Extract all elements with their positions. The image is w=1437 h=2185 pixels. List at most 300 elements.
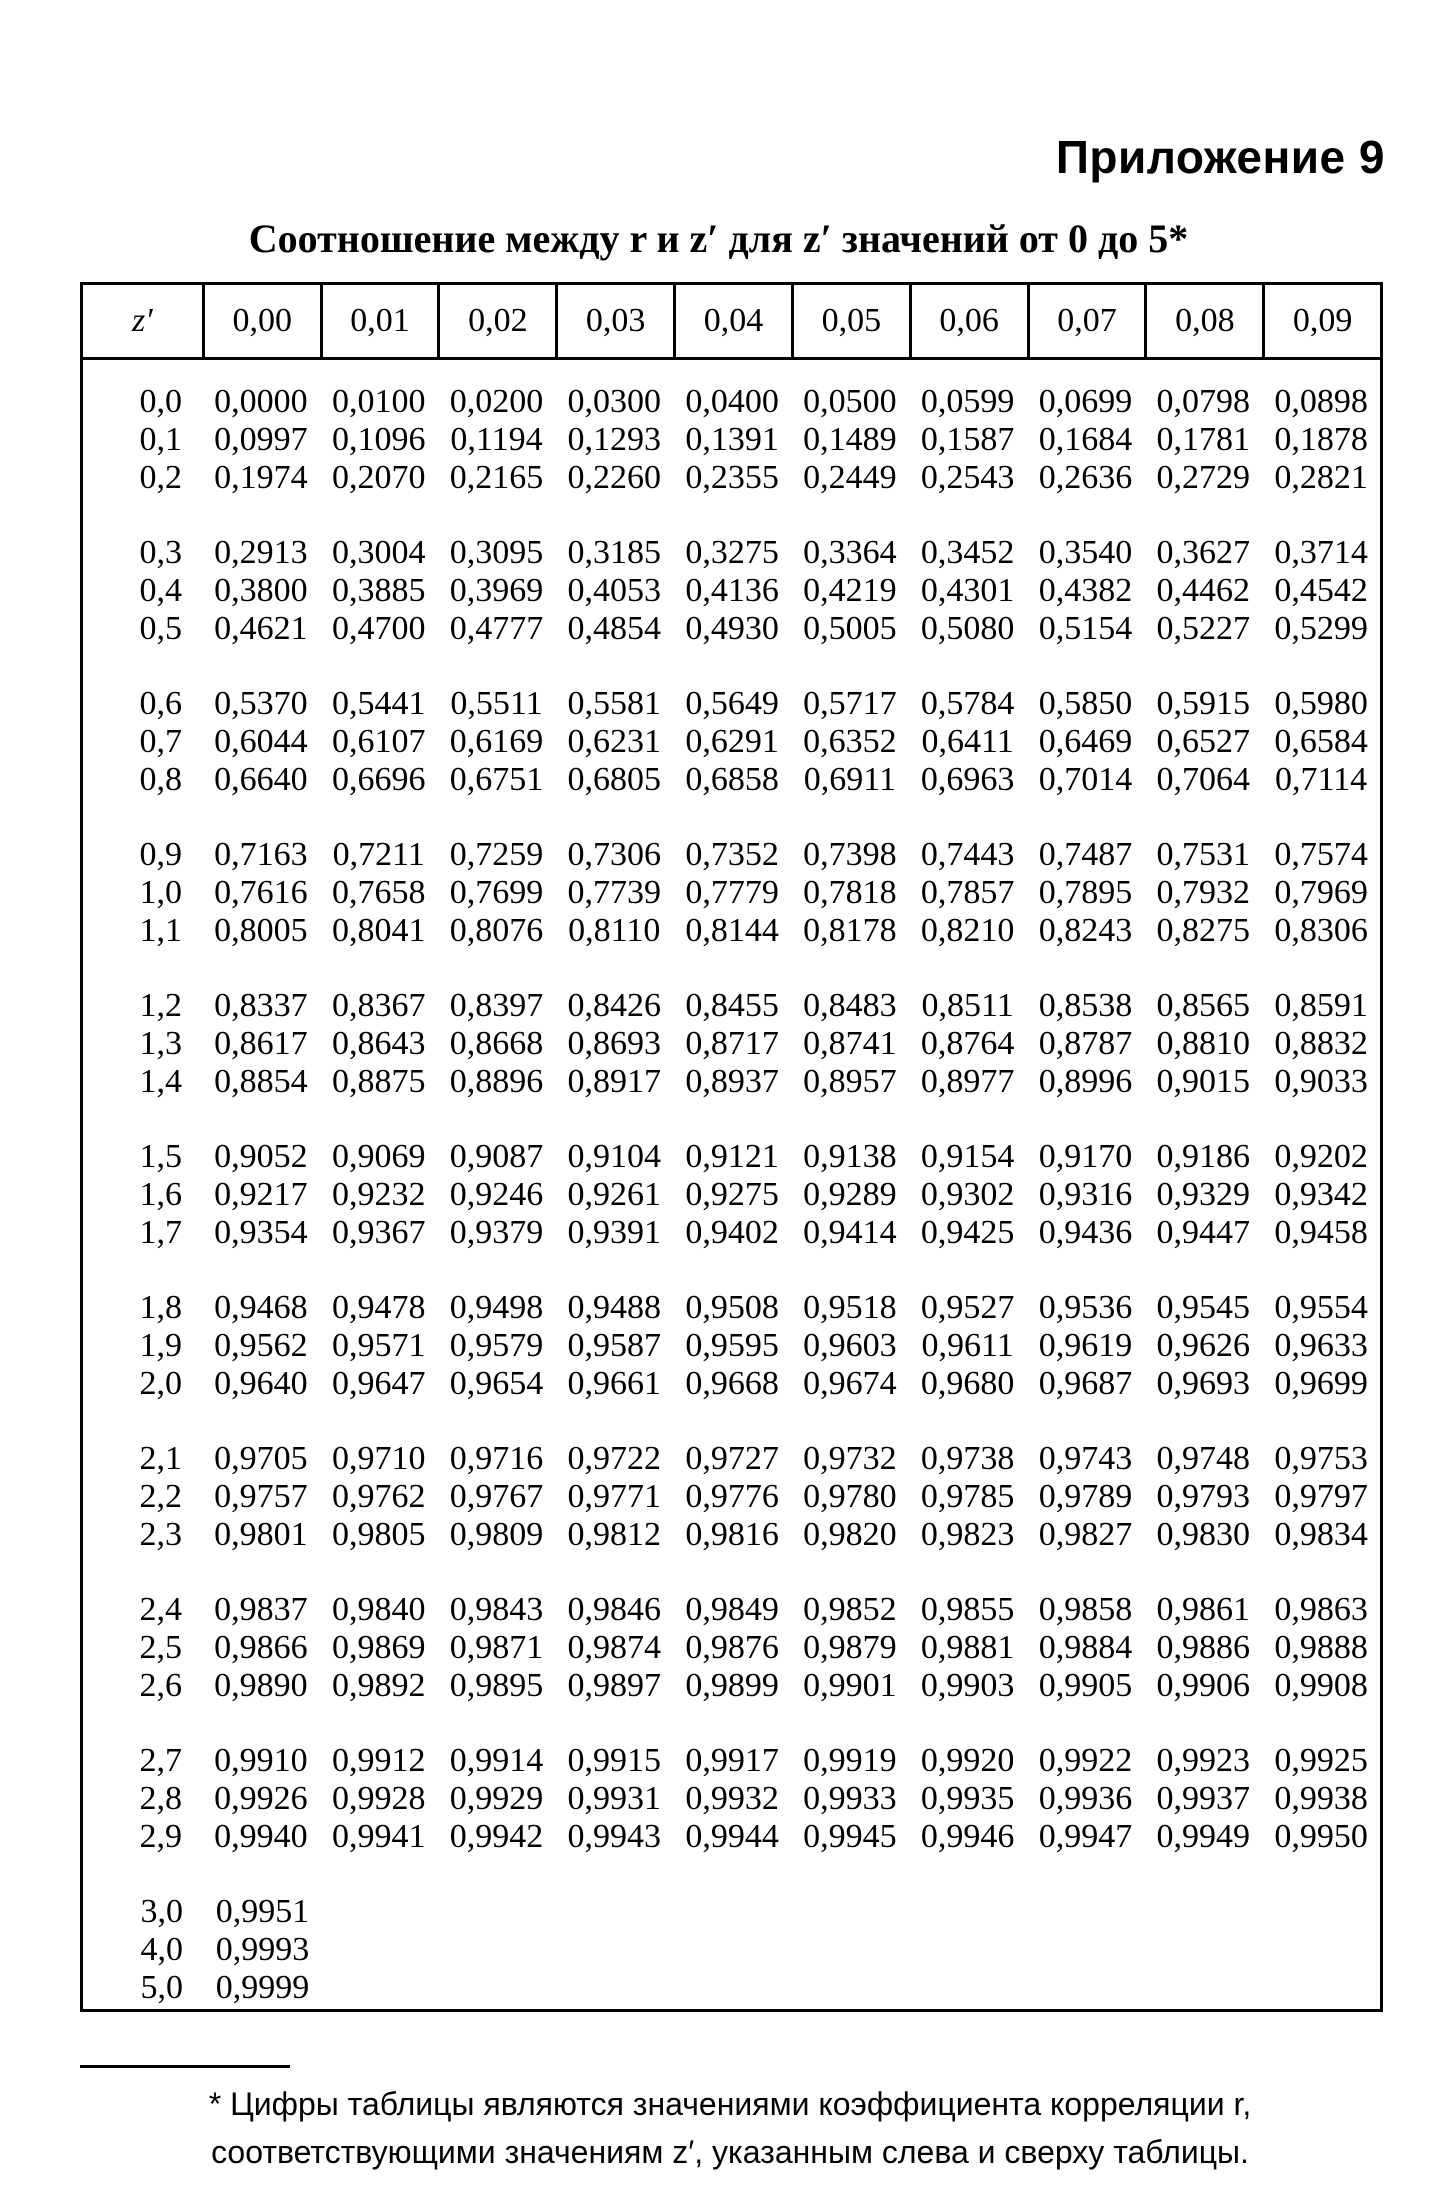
table-row xyxy=(83,1025,1380,1063)
table-cell: 0,0599 xyxy=(920,383,1015,420)
table-cell: 0,3004 xyxy=(331,534,426,571)
row-header-z: 3,0 xyxy=(140,1893,183,1930)
table-cell: 0,7531 xyxy=(1156,836,1251,873)
table-cell: 0,8957 xyxy=(803,1063,897,1100)
table-row xyxy=(83,1063,1380,1101)
table-cell: 0,8787 xyxy=(1038,1025,1133,1062)
table-cell: 0,6411 xyxy=(921,723,1014,760)
table-cell: 0,9861 xyxy=(1156,1591,1251,1628)
table-cell: 0,9944 xyxy=(685,1818,779,1855)
table-cell: 0,9897 xyxy=(567,1667,662,1704)
table-cell: 0,9527 xyxy=(920,1289,1015,1326)
table-cell: 0,3364 xyxy=(803,534,897,571)
table-cell: 0,9654 xyxy=(449,1365,544,1402)
table-cell: 0,8110 xyxy=(568,912,661,949)
row-group xyxy=(83,383,1380,497)
table-cell: 0,9908 xyxy=(1274,1667,1368,1704)
table-cell: 0,8076 xyxy=(449,912,544,949)
table-row xyxy=(83,1478,1380,1516)
table-cell: 0,0100 xyxy=(331,383,426,420)
table-cell: 0,4219 xyxy=(803,572,897,609)
row-group xyxy=(83,534,1380,648)
table-cell: 0,4777 xyxy=(449,610,544,647)
table-cell: 0,1096 xyxy=(331,421,426,458)
table-cell: 0,9919 xyxy=(803,1742,897,1779)
table-cell: 0,8693 xyxy=(567,1025,662,1062)
table-cell: 0,9823 xyxy=(920,1516,1015,1553)
table-cell: 0,9508 xyxy=(685,1289,779,1326)
table-cell: 0,9302 xyxy=(920,1176,1015,1213)
table-cell: 0,9931 xyxy=(567,1780,662,1817)
table-cell: 0,9789 xyxy=(1038,1478,1133,1515)
table-cell: 0,0798 xyxy=(1156,383,1251,420)
table-cell: 0,6044 xyxy=(214,723,308,760)
row-group xyxy=(83,685,1380,799)
table-row xyxy=(83,1516,1380,1554)
table-cell: 0,9886 xyxy=(1156,1629,1251,1666)
table-row xyxy=(83,1667,1380,1705)
table-cell: 0,3885 xyxy=(331,572,426,609)
table-cell: 0,7739 xyxy=(567,874,662,911)
table-cell: 0,7487 xyxy=(1038,836,1133,873)
table-cell: 0,9536 xyxy=(1038,1289,1133,1326)
table-cell: 0,8977 xyxy=(920,1063,1015,1100)
table-cell: 0,9687 xyxy=(1038,1365,1133,1402)
table-cell: 0,7616 xyxy=(214,874,308,911)
row-header-z: 2,6 xyxy=(139,1667,182,1704)
table-cell: 0,9797 xyxy=(1274,1478,1368,1515)
row-header-z: 0,9 xyxy=(139,836,182,873)
table-cell: 0,8565 xyxy=(1156,987,1251,1024)
table-cell: 0,9855 xyxy=(920,1591,1015,1628)
table-cell: 0,6963 xyxy=(920,761,1015,798)
table-cell: 0,4301 xyxy=(920,572,1015,609)
table-cell: 0,1781 xyxy=(1156,421,1251,458)
table-cell: 0,5441 xyxy=(331,685,426,722)
table-cell: 0,0699 xyxy=(1038,383,1133,420)
table-cell: 0,9936 xyxy=(1038,1780,1133,1817)
table-cell: 0,9905 xyxy=(1038,1667,1133,1704)
table-cell: 0,9933 xyxy=(803,1780,897,1817)
table-cell: 0,9170 xyxy=(1038,1138,1133,1175)
table-cell: 0,9949 xyxy=(1156,1818,1251,1855)
row-header-z: 2,0 xyxy=(139,1365,182,1402)
table-cell: 0,9937 xyxy=(1156,1780,1251,1817)
table-cell: 0,9727 xyxy=(685,1440,779,1477)
table-cell: 0,9852 xyxy=(803,1591,897,1628)
table-cell: 0,9938 xyxy=(1274,1780,1368,1817)
row-header-z: 1,7 xyxy=(139,1214,182,1251)
table-cell: 0,5005 xyxy=(803,610,897,647)
table-cell: 0,9699 xyxy=(1274,1365,1368,1402)
table-cell: 0,9738 xyxy=(920,1440,1015,1477)
table-cell: 0,9447 xyxy=(1156,1214,1251,1251)
table-cell: 0,8511 xyxy=(921,987,1014,1024)
table-cell: 0,7443 xyxy=(920,836,1015,873)
table-cell: 0,8832 xyxy=(1274,1025,1368,1062)
row-header-z: 2,9 xyxy=(139,1818,182,1855)
table-cell: 0,9138 xyxy=(803,1138,897,1175)
table-cell: 0,9562 xyxy=(214,1327,308,1364)
table-cell: 0,9940 xyxy=(214,1818,308,1855)
table-cell: 0,9879 xyxy=(803,1629,897,1666)
column-header: 0,07 xyxy=(1027,285,1145,357)
table-cell: 0,6107 xyxy=(331,723,426,760)
table-cell: 0,0400 xyxy=(685,383,779,420)
table-cell: 0,9217 xyxy=(214,1176,308,1213)
table-row xyxy=(83,1176,1380,1214)
row-group xyxy=(83,1742,1380,1856)
table-cell: 0,6469 xyxy=(1038,723,1133,760)
column-header: 0,05 xyxy=(791,285,909,357)
appendix-label: Приложение 9 xyxy=(1055,131,1385,183)
table-cell: 0,3452 xyxy=(920,534,1015,571)
table-cell: 0,9935 xyxy=(920,1780,1015,1817)
table-cell: 0,9732 xyxy=(803,1440,897,1477)
table-row xyxy=(83,1780,1380,1818)
row-header-z: 1,6 xyxy=(139,1176,182,1213)
table-cell: 0,8426 xyxy=(567,987,662,1024)
table-row xyxy=(83,1365,1380,1403)
table-cell: 0,2913 xyxy=(214,534,308,571)
table-cell: 0,9587 xyxy=(567,1327,662,1364)
table-cell: 0,4700 xyxy=(331,610,426,647)
table-cell: 0,1587 xyxy=(920,421,1015,458)
table-cell: 0,9757 xyxy=(214,1478,308,1515)
column-header: 0,04 xyxy=(673,285,791,357)
table-cell: 0,9033 xyxy=(1274,1063,1368,1100)
table-cell: 0,6751 xyxy=(449,761,544,798)
table-cell: 0,9890 xyxy=(214,1667,308,1704)
table-cell: 0,9926 xyxy=(214,1780,308,1817)
table-cell: 0,9619 xyxy=(1038,1327,1133,1364)
table-cell: 0,9626 xyxy=(1156,1327,1251,1364)
table-cell: 0,9186 xyxy=(1156,1138,1251,1175)
table-cell: 0,9892 xyxy=(331,1667,426,1704)
table-row xyxy=(83,1931,1380,1969)
table-cell: 0,9261 xyxy=(567,1176,662,1213)
table-cell: 0,9414 xyxy=(803,1214,897,1251)
row-header-z: 0,1 xyxy=(139,421,182,458)
table-cell: 0,9716 xyxy=(449,1440,544,1477)
table-cell: 0,9329 xyxy=(1156,1176,1251,1213)
table-cell: 0,2729 xyxy=(1156,459,1251,496)
table-row xyxy=(83,1214,1380,1252)
table-cell: 0,9946 xyxy=(920,1818,1015,1855)
table-cell: 0,5299 xyxy=(1274,610,1368,647)
table-body xyxy=(83,383,1380,2044)
table-cell: 0,3800 xyxy=(214,572,308,609)
table-cell: 0,8243 xyxy=(1038,912,1133,949)
table-cell: 0,9950 xyxy=(1274,1818,1368,1855)
table-cell: 0,8144 xyxy=(685,912,779,949)
row-header-z: 2,4 xyxy=(139,1591,182,1628)
table-cell: 0,2636 xyxy=(1038,459,1133,496)
table-cell: 0,7398 xyxy=(803,836,897,873)
footnote-line-2: соответствующими значениям z′, указанным слева и сверху таблицы. xyxy=(211,2134,1249,2170)
table-cell: 0,9762 xyxy=(331,1478,426,1515)
table-row xyxy=(83,1742,1380,1780)
table-cell: 0,6291 xyxy=(685,723,779,760)
table-cell: 0,9545 xyxy=(1156,1289,1251,1326)
table-row xyxy=(83,836,1380,874)
column-header: 0,03 xyxy=(555,285,673,357)
table-cell: 0,9932 xyxy=(685,1780,779,1817)
row-group xyxy=(83,1893,1380,2007)
table-cell: 0,9917 xyxy=(685,1742,779,1779)
table-cell: 0,9846 xyxy=(567,1591,662,1628)
table-cell: 0,9647 xyxy=(331,1365,426,1402)
footnote xyxy=(80,2080,1380,2176)
table-cell: 0,8367 xyxy=(331,987,426,1024)
table-cell: 0,9785 xyxy=(920,1478,1015,1515)
table-cell: 0,6584 xyxy=(1274,723,1368,760)
table-cell: 0,8643 xyxy=(331,1025,426,1062)
table-cell: 0,1489 xyxy=(803,421,897,458)
table-cell: 0,7352 xyxy=(685,836,779,873)
table-cell: 0,8005 xyxy=(214,912,308,949)
table-row xyxy=(83,1289,1380,1327)
table-cell: 0,9858 xyxy=(1038,1591,1133,1628)
row-header-z: 1,4 xyxy=(139,1063,182,1100)
table-cell: 0,9816 xyxy=(685,1516,779,1553)
table-cell: 0,9820 xyxy=(803,1516,897,1553)
table-cell: 0,4382 xyxy=(1038,572,1133,609)
corner-header: z′ xyxy=(132,302,153,339)
table-cell: 0,5511 xyxy=(450,685,543,722)
table-cell: 0,9928 xyxy=(331,1780,426,1817)
table-cell: 0,9993 xyxy=(215,1931,310,1968)
table-cell: 0,9999 xyxy=(215,1969,310,2006)
table-row xyxy=(83,383,1380,421)
table-cell: 0,4621 xyxy=(214,610,308,647)
table-row xyxy=(83,1591,1380,1629)
table-cell: 0,9915 xyxy=(567,1742,662,1779)
table-cell: 0,9554 xyxy=(1274,1289,1368,1326)
table-cell: 0,7064 xyxy=(1156,761,1251,798)
table-cell: 0,8210 xyxy=(920,912,1015,949)
table-cell: 0,8875 xyxy=(331,1063,426,1100)
row-header-z: 2,1 xyxy=(139,1440,182,1477)
table-cell: 0,5080 xyxy=(920,610,1015,647)
table-cell: 0,1974 xyxy=(214,459,308,496)
table-cell: 0,9518 xyxy=(803,1289,897,1326)
table-cell: 0,8896 xyxy=(449,1063,544,1100)
table-cell: 0,9571 xyxy=(331,1327,426,1364)
table-cell: 0,1878 xyxy=(1274,421,1368,458)
table-cell: 0,8455 xyxy=(685,987,779,1024)
table-cell: 0,6911 xyxy=(803,761,896,798)
table-cell: 0,9640 xyxy=(214,1365,308,1402)
table-cell: 0,9941 xyxy=(331,1818,426,1855)
table-cell: 0,8275 xyxy=(1156,912,1251,949)
row-header-z: 0,5 xyxy=(139,610,182,647)
table-cell: 0,1684 xyxy=(1038,421,1133,458)
table-cell: 0,9633 xyxy=(1274,1327,1368,1364)
table-cell: 0,9943 xyxy=(567,1818,662,1855)
table-cell: 0,7574 xyxy=(1274,836,1368,873)
table-cell: 0,8717 xyxy=(685,1025,779,1062)
table-cell: 0,9881 xyxy=(920,1629,1015,1666)
table-cell: 0,7306 xyxy=(567,836,662,873)
table-cell: 0,9710 xyxy=(331,1440,426,1477)
table-cell: 0,9903 xyxy=(920,1667,1015,1704)
table-cell: 0,9869 xyxy=(331,1629,426,1666)
table-cell: 0,5980 xyxy=(1274,685,1368,722)
table-row xyxy=(83,459,1380,497)
table-cell: 0,1194 xyxy=(450,421,543,458)
table-row xyxy=(83,1440,1380,1478)
table-cell: 0,5915 xyxy=(1156,685,1251,722)
column-header: 0,06 xyxy=(909,285,1027,357)
table-cell: 0,9354 xyxy=(214,1214,308,1251)
table-cell: 0,5227 xyxy=(1156,610,1251,647)
table-cell: 0,0898 xyxy=(1274,383,1368,420)
table-cell: 0,9668 xyxy=(685,1365,779,1402)
row-header-z: 0,7 xyxy=(139,723,182,760)
table-row xyxy=(83,572,1380,610)
table-row xyxy=(83,874,1380,912)
table-cell: 0,3627 xyxy=(1156,534,1251,571)
table-cell: 0,3095 xyxy=(449,534,544,571)
table-cell: 0,6169 xyxy=(449,723,544,760)
table-cell: 0,9888 xyxy=(1274,1629,1368,1666)
table-cell: 0,8917 xyxy=(567,1063,662,1100)
table-cell: 0,9052 xyxy=(214,1138,308,1175)
row-group xyxy=(83,987,1380,1101)
table-cell: 0,4462 xyxy=(1156,572,1251,609)
row-header-z: 2,3 xyxy=(139,1516,182,1553)
table-cell: 0,8617 xyxy=(214,1025,308,1062)
table-cell: 0,2165 xyxy=(449,459,544,496)
table-cell: 0,3540 xyxy=(1038,534,1133,571)
table-row xyxy=(83,421,1380,459)
table-cell: 0,7259 xyxy=(449,836,544,873)
table-cell: 0,9849 xyxy=(685,1591,779,1628)
table-cell: 0,4930 xyxy=(685,610,779,647)
table-cell: 0,9458 xyxy=(1274,1214,1368,1251)
table-cell: 0,9674 xyxy=(803,1365,897,1402)
table-cell: 0,6696 xyxy=(331,761,426,798)
table-cell: 0,9603 xyxy=(803,1327,897,1364)
table-cell: 0,9425 xyxy=(920,1214,1015,1251)
table-cell: 0,9498 xyxy=(449,1289,544,1326)
table-cell: 0,0200 xyxy=(449,383,544,420)
table-cell: 0,8591 xyxy=(1274,987,1368,1024)
table-cell: 0,8668 xyxy=(449,1025,544,1062)
column-header: 0,01 xyxy=(320,285,438,357)
table-cell: 0,9876 xyxy=(685,1629,779,1666)
table-cell: 0,9722 xyxy=(567,1440,662,1477)
table-cell: 0,9488 xyxy=(567,1289,662,1326)
table-cell: 0,9945 xyxy=(803,1818,897,1855)
table-cell: 0,5717 xyxy=(803,685,897,722)
table-cell: 0,9402 xyxy=(685,1214,779,1251)
table-cell: 0,9232 xyxy=(331,1176,426,1213)
table-cell: 0,9920 xyxy=(920,1742,1015,1779)
table-cell: 0,7857 xyxy=(920,874,1015,911)
row-header-z: 0,0 xyxy=(139,383,182,420)
table-row xyxy=(83,1138,1380,1176)
table-cell: 0,9901 xyxy=(803,1667,897,1704)
table-row xyxy=(83,1969,1380,2007)
table-cell: 0,8810 xyxy=(1156,1025,1251,1062)
table-cell: 0,7658 xyxy=(331,874,426,911)
row-header-z: 2,8 xyxy=(139,1780,182,1817)
table-cell: 0,8483 xyxy=(803,987,897,1024)
table-cell: 0,9793 xyxy=(1156,1478,1251,1515)
table-cell: 0,9367 xyxy=(331,1214,426,1251)
column-header: 0,09 xyxy=(1262,285,1380,357)
row-header-z: 1,5 xyxy=(139,1138,182,1175)
table-cell: 0,7932 xyxy=(1156,874,1251,911)
table-cell: 0,9015 xyxy=(1156,1063,1251,1100)
table-row xyxy=(83,761,1380,799)
row-header-z: 2,5 xyxy=(139,1629,182,1666)
table-header-row xyxy=(83,285,1380,360)
table-row xyxy=(83,1629,1380,1667)
row-header-z: 0,8 xyxy=(139,761,182,798)
table-cell: 0,9611 xyxy=(921,1327,1014,1364)
table-row xyxy=(83,685,1380,723)
table-cell: 0,1391 xyxy=(685,421,779,458)
column-header: 0,08 xyxy=(1144,285,1262,357)
table-cell: 0,0000 xyxy=(214,383,308,420)
table-cell: 0,9705 xyxy=(214,1440,308,1477)
table-cell: 0,9379 xyxy=(449,1214,544,1251)
row-header-z: 1,2 xyxy=(139,987,182,1024)
table-cell: 0,9923 xyxy=(1156,1742,1251,1779)
table-cell: 0,9767 xyxy=(449,1478,544,1515)
row-group xyxy=(83,1138,1380,1252)
table-cell: 0,9246 xyxy=(449,1176,544,1213)
table-cell: 0,7895 xyxy=(1038,874,1133,911)
table-cell: 0,5784 xyxy=(920,685,1015,722)
table-cell: 0,6527 xyxy=(1156,723,1251,760)
table-cell: 0,9316 xyxy=(1038,1176,1133,1213)
row-header-z: 2,2 xyxy=(139,1478,182,1515)
table-cell: 0,9121 xyxy=(685,1138,779,1175)
table-cell: 0,9871 xyxy=(449,1629,544,1666)
table-title: Соотношение между r и z′ для z′ значений от 0 до 5* xyxy=(248,216,1189,261)
table-cell: 0,5850 xyxy=(1038,685,1133,722)
table-cell: 0,8306 xyxy=(1274,912,1368,949)
table-row xyxy=(83,610,1380,648)
row-header-z: 2,7 xyxy=(139,1742,182,1779)
table-cell: 0,2070 xyxy=(331,459,426,496)
table-cell: 0,2355 xyxy=(685,459,779,496)
table-cell: 0,5581 xyxy=(567,685,662,722)
table-cell: 0,4542 xyxy=(1274,572,1368,609)
table-cell: 0,2260 xyxy=(567,459,662,496)
table-cell: 0,9863 xyxy=(1274,1591,1368,1628)
footnote-line-1: * Цифры таблицы являются значениями коэффициента корреляции r, xyxy=(208,2086,1252,2122)
table-cell: 0,9468 xyxy=(214,1289,308,1326)
table-cell: 0,9874 xyxy=(567,1629,662,1666)
table-cell: 0,9087 xyxy=(449,1138,544,1175)
table-cell: 0,8937 xyxy=(685,1063,779,1100)
table-cell: 0,9776 xyxy=(685,1478,779,1515)
table-cell: 0,7969 xyxy=(1274,874,1368,911)
row-header-z: 5,0 xyxy=(140,1969,183,2006)
table-cell: 0,9202 xyxy=(1274,1138,1368,1175)
row-group xyxy=(83,1289,1380,1403)
table-cell: 0,0997 xyxy=(214,421,308,458)
table-cell: 0,8854 xyxy=(214,1063,308,1100)
table-cell: 0,2449 xyxy=(803,459,897,496)
table-cell: 0,9680 xyxy=(920,1365,1015,1402)
table-cell: 0,9748 xyxy=(1156,1440,1251,1477)
